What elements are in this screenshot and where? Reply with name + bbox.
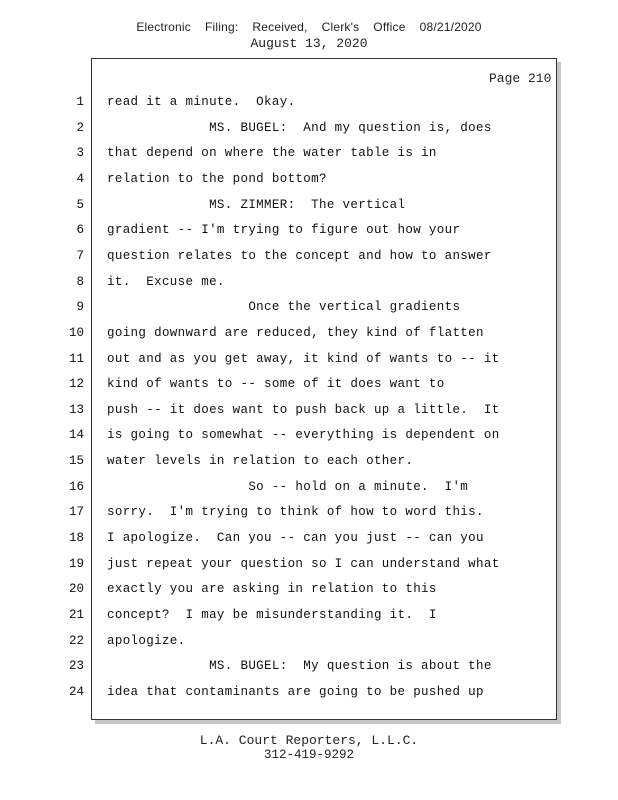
transcript-line-text: I apologize. Can you -- can you just -- can you — [107, 531, 484, 546]
transcript-line-text: sorry. I'm trying to think of how to word this. — [107, 505, 484, 520]
line-number: 3 — [76, 146, 84, 161]
filing-stamp-part: Received, — [252, 20, 308, 34]
filing-stamp-part: 08/21/2020 — [419, 20, 482, 34]
line-number: 23 — [68, 659, 84, 674]
line-number: 15 — [68, 454, 84, 469]
transcript-line-text: read it a minute. Okay. — [107, 95, 296, 109]
line-number: 20 — [68, 582, 84, 597]
line-number: 21 — [68, 608, 84, 622]
line-number: 13 — [68, 402, 84, 417]
transcript-line-text: going downward are reduced, they kind of flatten — [107, 325, 484, 340]
line-number: 8 — [76, 274, 84, 289]
transcript-line-text: Once the vertical gradients — [107, 300, 461, 315]
transcript-line-text: apologize. — [107, 633, 186, 648]
transcript-line-text: MS. BUGEL: And my question is, does — [107, 120, 492, 135]
line-number: 10 — [68, 325, 84, 340]
transcript-line-text: out and as you get away, it kind of wants to -- it — [107, 351, 500, 366]
transcript-date: August 13, 2020 — [250, 36, 368, 51]
line-number: 18 — [68, 531, 84, 546]
transcript-line-text: relation to the pond bottom? — [107, 171, 327, 186]
filing-stamp-part: Electronic — [136, 20, 191, 34]
transcript-line-text: it. Excuse me. — [107, 274, 225, 289]
transcript-line-text: concept? I may be misunderstanding it. I — [107, 608, 437, 622]
line-number: 14 — [68, 428, 84, 443]
line-number: 4 — [76, 171, 84, 186]
line-number: 5 — [76, 197, 84, 212]
line-number: 22 — [68, 633, 84, 648]
line-number: 2 — [76, 120, 84, 135]
filing-stamp-part: Office — [373, 20, 406, 34]
transcript-line-text: push -- it does want to push back up a little. It — [107, 402, 500, 417]
filing-stamp — [0, 20, 618, 34]
line-number: 24 — [68, 684, 84, 699]
transcript-line-text: just repeat your question so I can understand what — [107, 556, 500, 571]
transcript-line-text: So -- hold on a minute. I'm — [107, 479, 469, 494]
filing-stamp-part: Clerk's — [321, 20, 360, 34]
line-number: 6 — [76, 223, 84, 238]
reporter-company: L.A. Court Reporters, L.L.C. — [199, 733, 419, 748]
transcript-line-text: exactly you are asking in relation to this — [107, 582, 437, 597]
transcript-line-text: water levels in relation to each other. — [107, 454, 414, 469]
transcript-line-text: kind of wants to -- some of it does want to — [107, 377, 445, 392]
filing-stamp-part: Filing: — [205, 20, 239, 34]
line-number: 19 — [68, 556, 84, 571]
page-number: Page 210 — [489, 71, 552, 86]
transcript-line-text: is going to somewhat -- everything is dependent on — [107, 428, 500, 443]
transcript-line-text: MS. ZIMMER: The vertical — [107, 197, 406, 212]
line-number: 17 — [68, 505, 84, 520]
transcript-line-text: gradient -- I'm trying to figure out how your — [107, 223, 461, 238]
line-number: 1 — [76, 95, 84, 109]
line-number: 12 — [68, 377, 84, 392]
line-number: 9 — [76, 300, 84, 315]
transcript-line-text: idea that contaminants are going to be pushed up — [107, 684, 484, 699]
reporter-phone: 312-419-9292 — [263, 748, 354, 762]
transcript-line-text: MS. BUGEL: My question is about the — [107, 659, 492, 674]
line-number: 11 — [68, 351, 84, 366]
line-number: 7 — [76, 248, 84, 263]
transcript-line-text: question relates to the concept and how to answer — [107, 248, 492, 263]
transcript-line-text: that depend on where the water table is in — [107, 146, 437, 161]
line-number: 16 — [68, 479, 84, 494]
